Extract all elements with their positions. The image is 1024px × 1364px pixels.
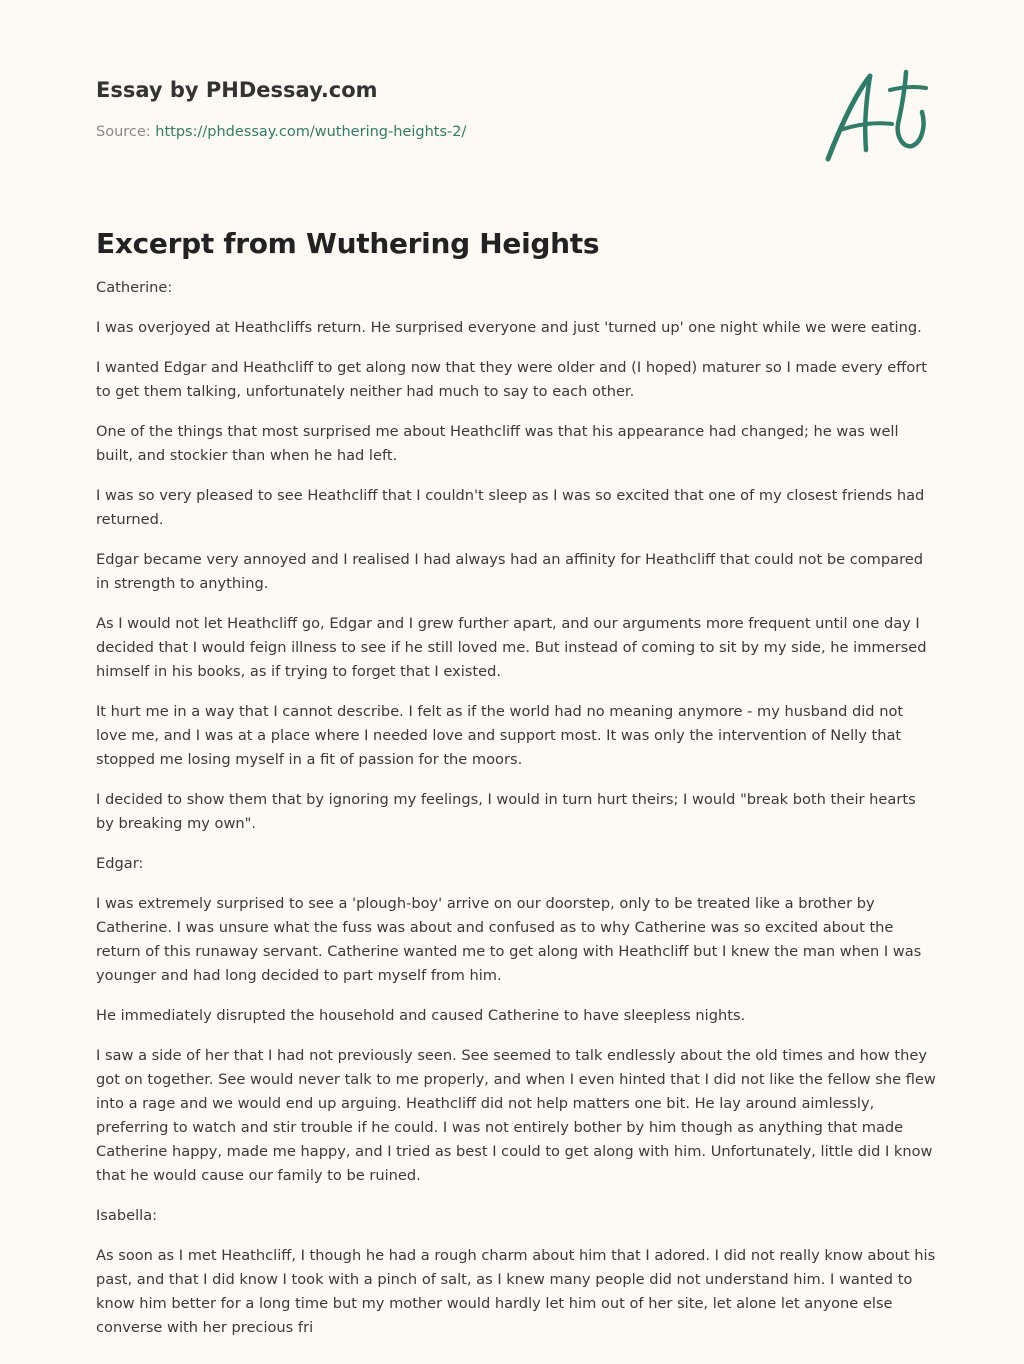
essay-body bbox=[96, 276, 938, 1356]
paragraph: One of the things that most surprised me about Heathcliff was that his appearance had changed; he was well built, and stockier than when he had left. bbox=[96, 423, 899, 464]
paragraph: It hurt me in a way that I cannot describe. I felt as if the world had no meaning anymore - my husband did not love me, and I was at a place where I needed love and support most. It was only the intervention of Nelly that stopped me losing myself in a fit of passion for the moors. bbox=[96, 703, 904, 768]
paragraph: Isabella: bbox=[96, 1207, 158, 1224]
a-plus-logo bbox=[818, 66, 930, 166]
paragraph: I was so very pleased to see Heathcliff that I couldn't sleep as I was so excited that one of my closest friends had returned. bbox=[96, 487, 925, 528]
paragraph: As I would not let Heathcliff go, Edgar and I grew further apart, and our arguments more frequent until one day I decided that I would feign illness to see if he still loved me. But instead of coming to sit by my side, he immersed himself in his books, as if trying to forget that I existed. bbox=[96, 615, 927, 680]
source-line bbox=[96, 122, 796, 142]
site-title: Essay by PHDessay.com bbox=[96, 78, 378, 102]
paragraph: As soon as I met Heathcliff, I though he had a rough charm about him that I adored. I did not really know about his past, and that I did know I took with a pinch of salt, as I knew many people did not understand him. I wanted to know him better for a long time but my mother would hardly let him out of her site, let alone let anyone else converse with her precious fri bbox=[96, 1247, 936, 1336]
paragraph: I was extremely surprised to see a 'plough-boy' arrive on our doorstep, only to be treated like a brother by Catherine. I was unsure what the fuss was about and confused as to why Catherine was so excited about the return of this runaway servant. Catherine wanted me to get along with Heathcliff but I knew the man when I was younger and had long decided to part myself from him. bbox=[96, 895, 922, 984]
source-label: Source: bbox=[96, 124, 156, 140]
site-header bbox=[96, 72, 796, 142]
paragraph: Catherine: bbox=[96, 279, 173, 296]
source-link[interactable]: https://phdessay.com/wuthering-heights-2/ bbox=[155, 124, 467, 140]
paragraph: I decided to show them that by ignoring my feelings, I would in turn hurt theirs; I would "break both their hearts by breaking my own". bbox=[96, 791, 916, 832]
paragraph: I was overjoyed at Heathcliffs return. He surprised everyone and just 'turned up' one night while we were eating. bbox=[96, 319, 922, 336]
document-title: Excerpt from Wuthering Heights bbox=[96, 227, 600, 260]
paragraph: Edgar became very annoyed and I realised I had always had an affinity for Heathcliff that could not be compared in strength to anything. bbox=[96, 551, 924, 592]
a-plus-icon bbox=[818, 66, 930, 166]
paragraph: Edgar: bbox=[96, 855, 144, 872]
paragraph: I wanted Edgar and Heathcliff to get along now that they were older and (I hoped) maturer so I made every effort to get them talking, unfortunately neither had much to say to each other. bbox=[96, 359, 927, 400]
paragraph: He immediately disrupted the household and caused Catherine to have sleepless nights. bbox=[96, 1007, 746, 1024]
paragraph: I saw a side of her that I had not previously seen. See seemed to talk endlessly about the old times and how they got on together. See would never talk to me properly, and when I even hinted that I did not like the fellow she flew into a rage and we would end up arguing. Heathcliff did not help matters one bit. He lay around aimlessly, preferring to watch and stir trouble if he could. I was not entirely bother by him though as anything that made Catherine happy, made me happy, and I tried as best I could to get along with him. Unfortunately, little did I know that he would cause our family to be ruined. bbox=[96, 1047, 936, 1184]
